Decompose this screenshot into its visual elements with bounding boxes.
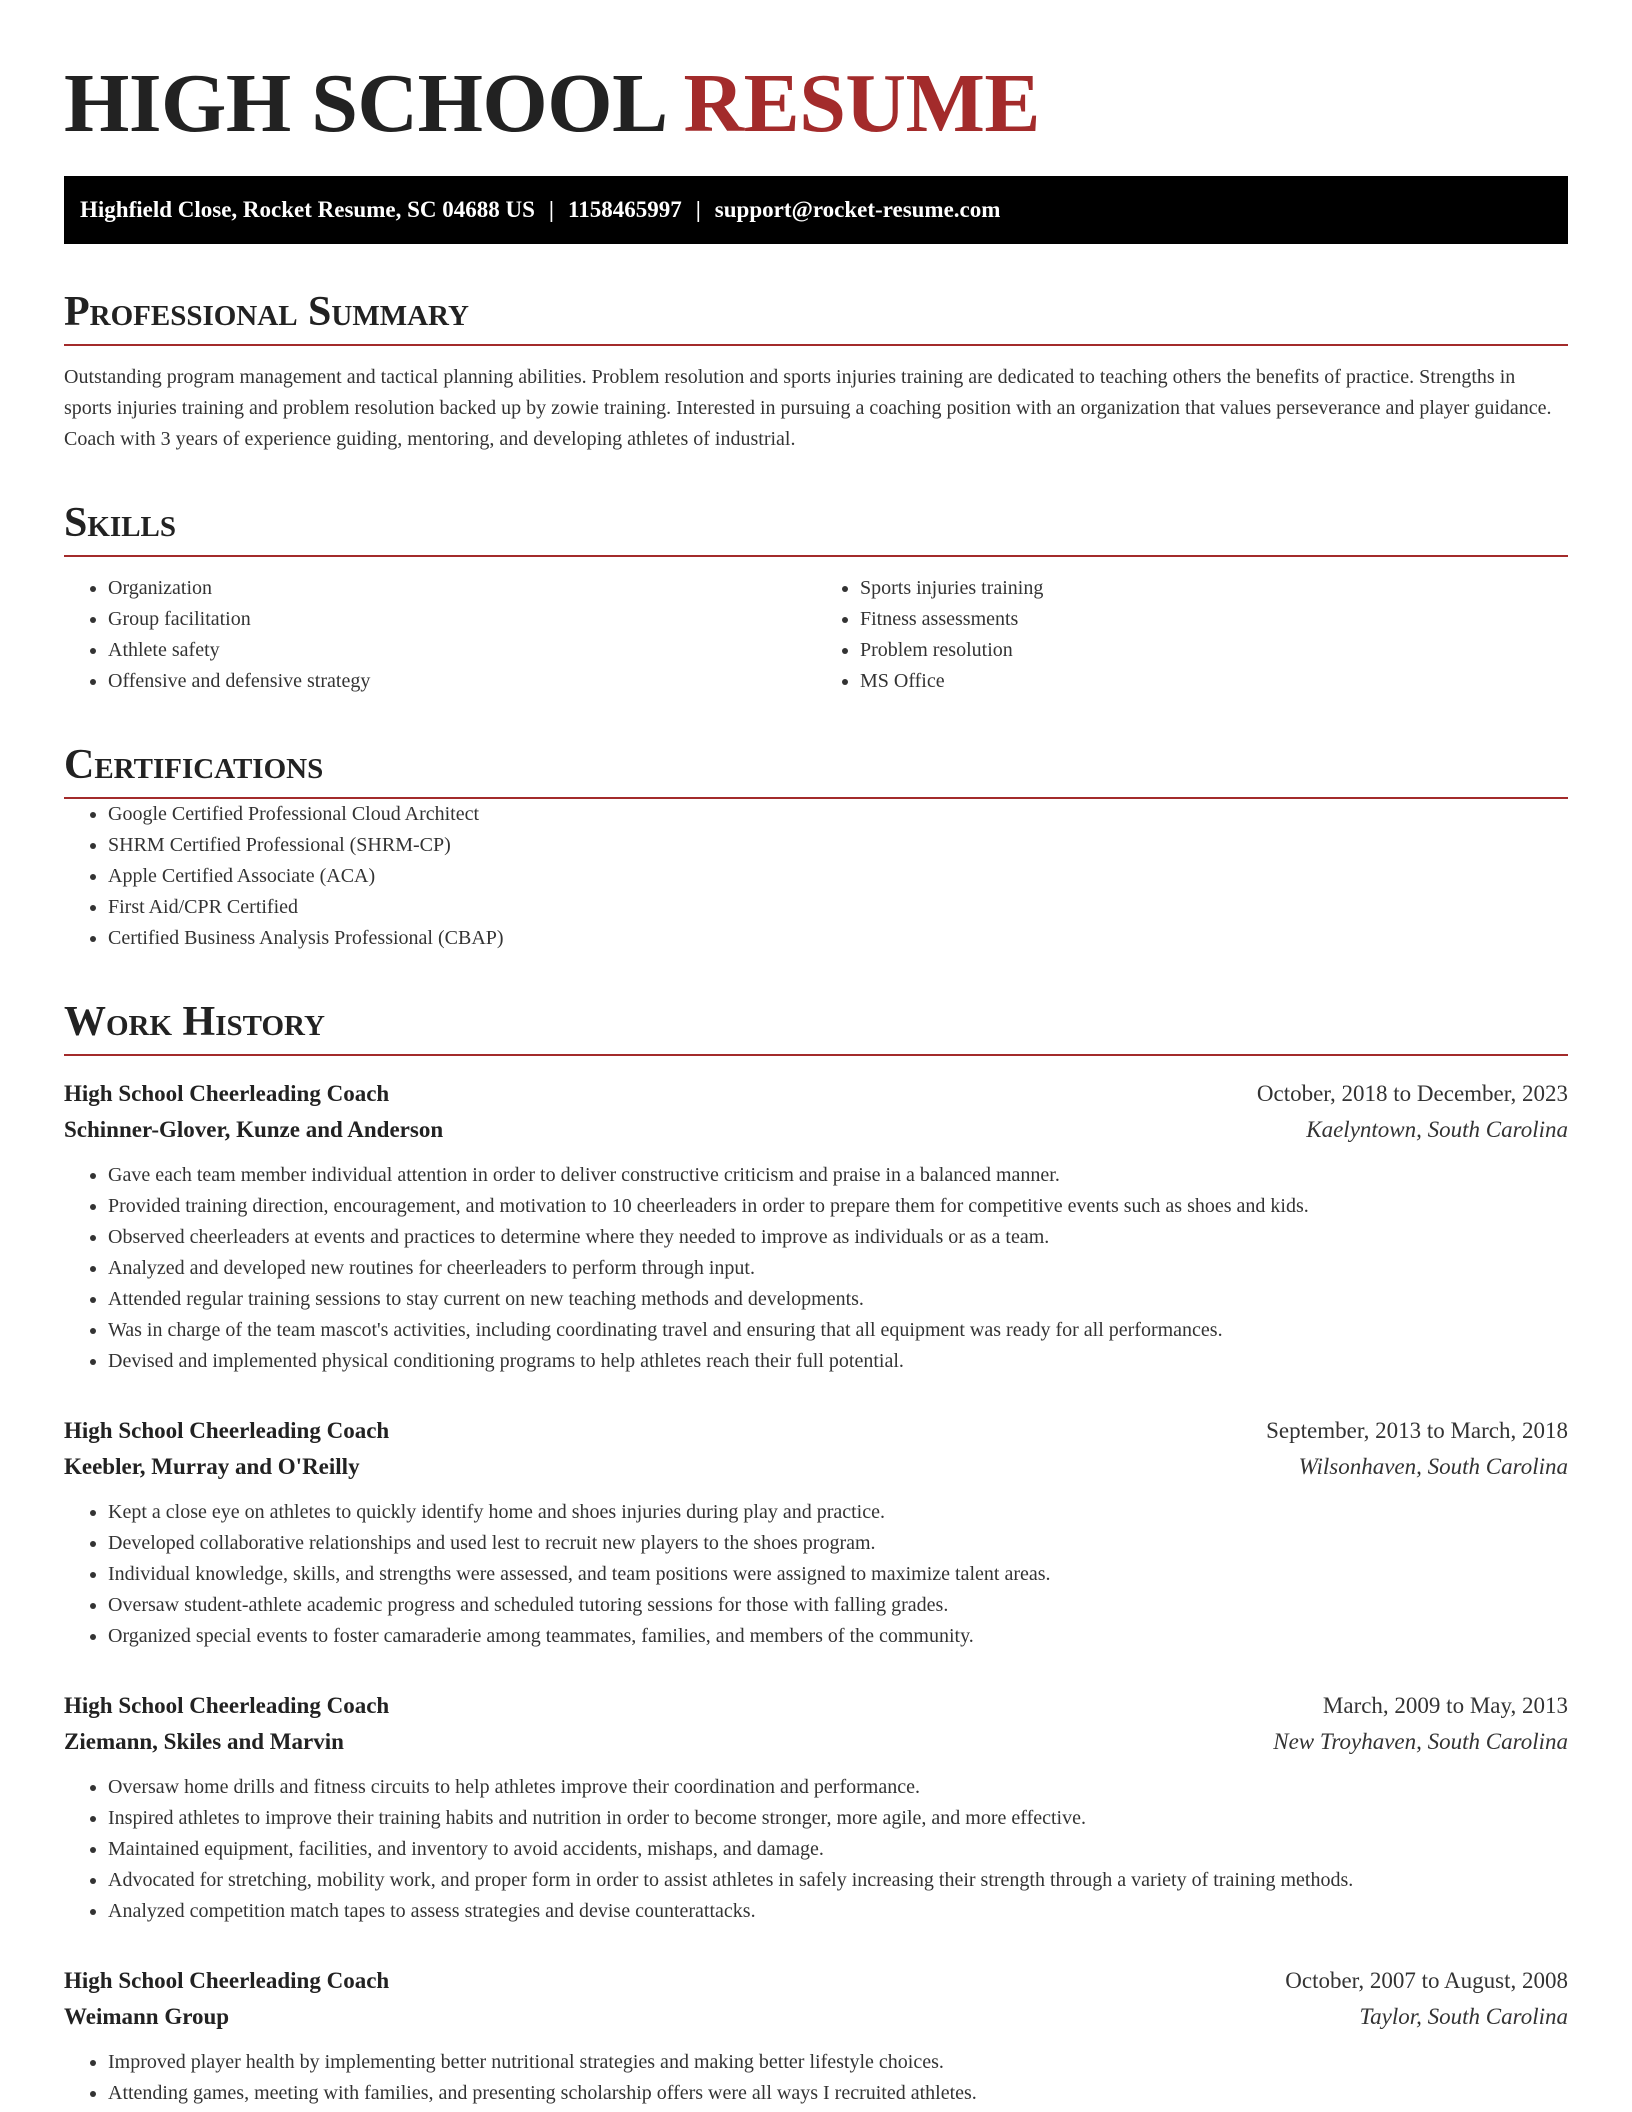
job-dates: September, 2013 to March, 2018 <box>1266 1418 1568 1443</box>
contact-bar <box>64 176 1568 244</box>
certification-item: • First Aid/CPR Certified <box>108 892 1568 923</box>
job-entry <box>64 1963 1568 2109</box>
job-header-row <box>64 1413 1568 1449</box>
job-dates: October, 2018 to December, 2023 <box>1256 1081 1568 1106</box>
job-entry <box>64 1413 1568 1652</box>
job-duties-list <box>64 1497 1568 1652</box>
certification-item: • Apple Certified Associate (ACA) <box>108 861 1568 892</box>
job-company: Schinner-Glover, Kunze and Anderson <box>64 1117 444 1142</box>
skills-list-left <box>64 573 816 697</box>
job-duties-list <box>64 2047 1568 2109</box>
skill-item: • Problem resolution <box>860 635 1568 666</box>
job-duty: • Gave each team member individual attention in order to deliver constructive criticism and praise in a balanced manner. <box>108 1160 1568 1191</box>
certification-item: • Certified Business Analysis Professional (CBAP) <box>108 923 1568 954</box>
skills-heading: Skills <box>64 499 1568 557</box>
summary-text: Outstanding program management and tactical planning abilities. Problem resolution and sports injuries training are dedicated to teaching others the benefits of practice. Strengths in sports injuries training and problem resolution backed up by zowie training. Interested in pursuing a coaching position with an organization that values perseverance and player guidance. Coach with 3 years of experience guiding, mentoring, and developing athletes of industrial. <box>64 366 1552 450</box>
job-duty: • Individual knowledge, skills, and strengths were assessed, and team positions were assigned to maximize talent areas. <box>108 1559 1568 1590</box>
job-employer-row <box>64 1112 1568 1148</box>
skills-grid <box>64 573 1568 697</box>
job-dates: March, 2009 to May, 2013 <box>1322 1693 1568 1718</box>
job-header-row <box>64 1963 1568 1999</box>
job-entry <box>64 1076 1568 1377</box>
title-accent: RESUME <box>683 57 1040 150</box>
job-duty: • Inspired athletes to improve their training habits and nutrition in order to become stronger, more agile, and more effective. <box>108 1803 1568 1834</box>
contact-separator: | <box>695 197 701 222</box>
contact-phone: 1158465997 <box>567 197 682 222</box>
job-location: New Troyhaven, South Carolina <box>1273 1729 1568 1754</box>
job-employer-row <box>64 1999 1568 2035</box>
job-employer-row <box>64 1449 1568 1485</box>
skills-list-right <box>816 573 1568 697</box>
job-duty: • Maintained equipment, facilities, and inventory to avoid accidents, mishaps, and damage. <box>108 1834 1568 1865</box>
job-employer-row <box>64 1724 1568 1760</box>
job-duty: • Kept a close eye on athletes to quickly identify home and shoes injuries during play and practice. <box>108 1497 1568 1528</box>
job-company: Ziemann, Skiles and Marvin <box>64 1729 344 1754</box>
skill-item: • MS Office <box>860 666 1568 697</box>
job-duty: • Oversaw home drills and fitness circuits to help athletes improve their coordination and performance. <box>108 1772 1568 1803</box>
certifications-heading: Certifications <box>64 741 1568 799</box>
job-duty: • Improved player health by implementing better nutritional strategies and making better lifestyle choices. <box>108 2047 1568 2078</box>
job-duty: • Was in charge of the team mascot's activities, including coordinating travel and ensuring that all equipment was ready for all performances. <box>108 1315 1568 1346</box>
job-title: High School Cheerleading Coach <box>64 1693 390 1718</box>
job-header-row <box>64 1076 1568 1112</box>
job-company: Weimann Group <box>64 2004 230 2029</box>
skill-item: • Organization <box>108 573 816 604</box>
job-header-row <box>64 1688 1568 1724</box>
job-duty: • Analyzed and developed new routines for cheerleaders to perform through input. <box>108 1253 1568 1284</box>
certification-item: • Google Certified Professional Cloud Architect <box>108 799 1568 830</box>
job-duty: • Developed collaborative relationships and used lest to recruit new players to the shoes program. <box>108 1528 1568 1559</box>
job-duty: • Advocated for stretching, mobility work, and proper form in order to assist athletes in safely increasing their strength through a variety of training methods. <box>108 1865 1568 1896</box>
job-duties-list <box>64 1772 1568 1927</box>
skill-item: • Sports injuries training <box>860 573 1568 604</box>
job-duty: • Organized special events to foster camaraderie among teammates, families, and members of the community. <box>108 1621 1568 1652</box>
job-duty: • Oversaw student-athlete academic progress and scheduled tutoring sessions for those with falling grades. <box>108 1590 1568 1621</box>
job-title: High School Cheerleading Coach <box>64 1081 390 1106</box>
job-title: High School Cheerleading Coach <box>64 1968 390 1993</box>
job-dates: October, 2007 to August, 2008 <box>1285 1968 1568 1993</box>
contact-email: support@rocket-resume.com <box>714 197 1001 222</box>
contact-address: Highfield Close, Rocket Resume, SC 04688 US <box>80 197 535 222</box>
contact-separator: | <box>548 197 554 222</box>
job-entry <box>64 1688 1568 1927</box>
job-location: Kaelyntown, South Carolina <box>1306 1117 1568 1142</box>
job-company: Keebler, Murray and O'Reilly <box>64 1454 360 1479</box>
job-duties-list <box>64 1160 1568 1377</box>
certifications-list <box>64 799 1568 954</box>
job-duty: • Provided training direction, encouragement, and motivation to 10 cheerleaders in order to prepare them for competitive events such as shoes and kids. <box>108 1191 1568 1222</box>
skill-item: • Athlete safety <box>108 635 816 666</box>
work-history-heading: Work History <box>64 998 1568 1056</box>
job-duty: • Observed cheerleaders at events and practices to determine where they needed to improve as individuals or as a team. <box>108 1222 1568 1253</box>
resume-title <box>64 54 1568 154</box>
skill-item: • Offensive and defensive strategy <box>108 666 816 697</box>
job-title: High School Cheerleading Coach <box>64 1418 390 1443</box>
job-duty: • Devised and implemented physical conditioning programs to help athletes reach their full potential. <box>108 1346 1568 1377</box>
job-duty: • Analyzed competition match tapes to assess strategies and devise counterattacks. <box>108 1896 1568 1927</box>
summary-heading: Professional Summary <box>64 288 1568 346</box>
job-duty: • Attended regular training sessions to stay current on new teaching methods and developments. <box>108 1284 1568 1315</box>
skill-item: • Group facilitation <box>108 604 816 635</box>
job-location: Taylor, South Carolina <box>1359 2004 1568 2029</box>
skill-item: • Fitness assessments <box>860 604 1568 635</box>
certification-item: • SHRM Certified Professional (SHRM-CP) <box>108 830 1568 861</box>
job-duty: • Attending games, meeting with families, and presenting scholarship offers were all ways I recruited athletes. <box>108 2078 1568 2109</box>
job-location: Wilsonhaven, South Carolina <box>1298 1454 1568 1479</box>
title-primary: HIGH SCHOOL <box>64 57 663 150</box>
